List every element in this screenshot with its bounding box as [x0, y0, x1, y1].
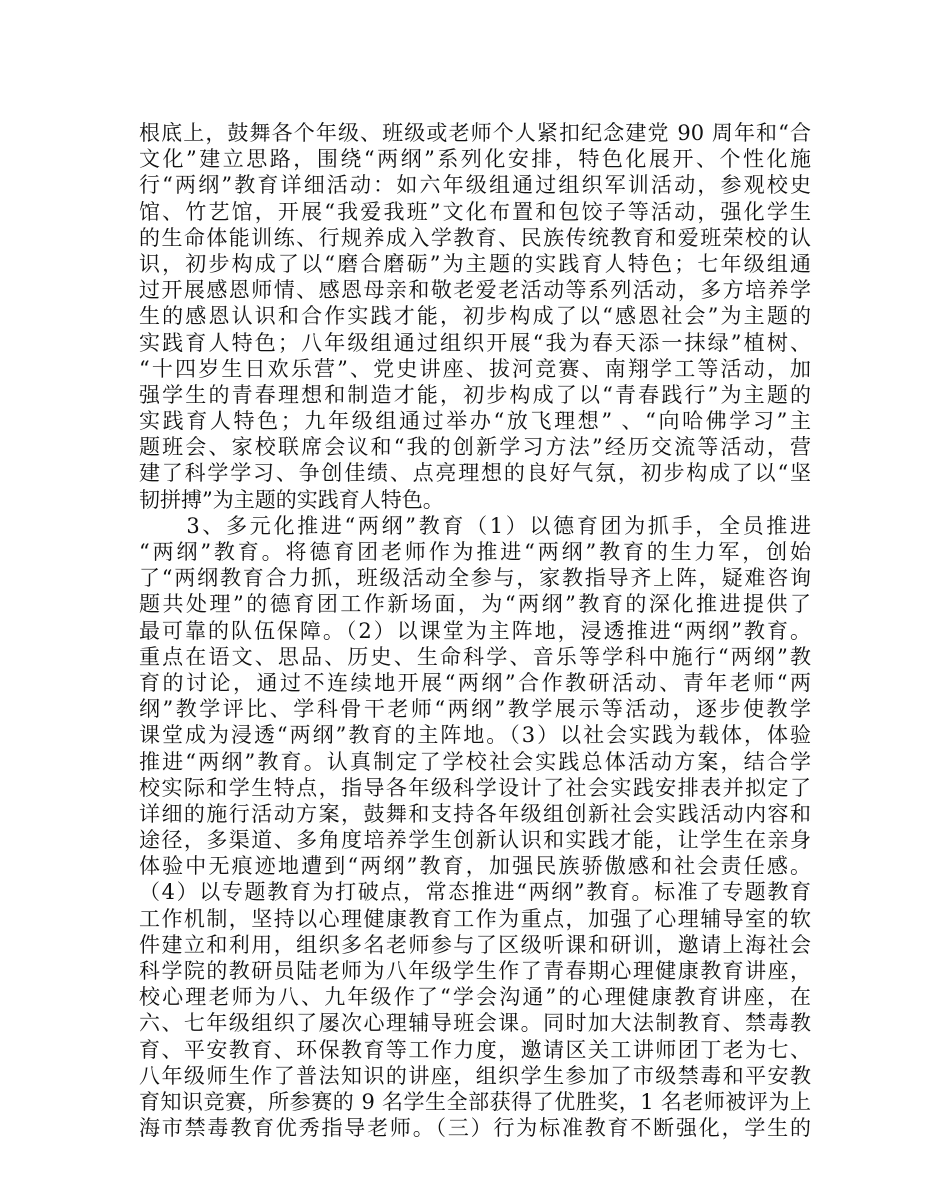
text-line: 实践育人特色；九年级组通过举办“放飞理想” 、“向哈佛学习”主	[139, 409, 811, 434]
text-line: 八年级师生作了普法知识的讲座，组织学生参加了市级禁毒和平安教	[139, 1063, 811, 1088]
text-line: 海市禁毒教育优秀指导老师。（三）行为标准教育不断强化，学生的	[139, 1116, 811, 1141]
text-line: 根底上，鼓舞各个年级、班级或老师个人紧扣纪念建党 90 周年和“合	[139, 121, 811, 145]
text-line: “十四岁生日欢乐营”、党史讲座、拔河竞赛、南翔学工等活动，加	[139, 356, 811, 381]
text-line: 生的感恩认识和合作实践才能，初步构成了以“感恩社会”为主题的	[139, 304, 811, 329]
text-line: 的生命体能训练、行规养成入学教育、民族传统教育和爱班荣校的认	[139, 225, 811, 250]
text-line: 详细的施行活动方案，鼓舞和支持各年级组创新社会实践活动内容和	[139, 801, 811, 826]
text-line: 了“两纲教育合力抓，班级活动全参与，家教指导齐上阵，疑难咨询	[139, 566, 811, 591]
text-line: 行“两纲”教育详细活动：如六年级组通过组织军训活动，参观校史	[139, 173, 811, 198]
text-line: 文化”建立思路，围绕“两纲”系列化安排，特色化展开、个性化施	[139, 147, 811, 172]
text-line: 建了科学学习、争创佳绩、点亮理想的良好气氛，初步构成了以“坚	[139, 461, 811, 486]
text-line: 最可靠的队伍保障。（2）以课堂为主阵地，浸透推进“两纲”教育。	[139, 618, 811, 643]
text-line: 工作机制，坚持以心理健康教育工作为重点，加强了心理辅导室的软	[139, 906, 811, 931]
text-line: 强学生的青春理想和制造才能，初步构成了以“青春践行”为主题的	[139, 382, 811, 407]
text-line: 育、平安教育、环保教育等工作力度，邀请区关工讲师团丁老为七、	[139, 1037, 811, 1062]
text-line: 科学院的教研员陆老师为八年级学生作了青春期心理健康教育讲座，	[139, 959, 811, 983]
text-line: 3、多元化推进“两纲”教育（1）以德育团为抓手，全员推进	[139, 513, 811, 538]
text-line: 过开展感恩师情、感恩母亲和敬老爱老活动等系列活动，多方培养学	[139, 278, 811, 303]
text-line: “两纲”教育。将德育团老师作为推进“两纲”教育的生力军，创始	[139, 540, 811, 564]
text-line: 课堂成为浸透“两纲”教育的主阵地。（3）以社会实践为载体，体验	[139, 723, 811, 748]
text-line: 途径，多渠道、多角度培养学生创新认识和实践才能，让学生在亲身	[139, 828, 811, 853]
text-line: 六、七年级组织了屡次心理辅导班会课。同时加大法制教育、禁毒教	[139, 1011, 811, 1036]
text-line: 重点在语文、思品、历史、生命科学、音乐等学科中施行“两纲”教	[139, 644, 811, 669]
text-line: 实践育人特色；八年级组通过组织开展“我为春天添一抹绿”植树、	[139, 330, 811, 355]
text-line: 育的讨论，通过不连续地开展“两纲”合作教研活动、青年老师“两	[139, 670, 811, 695]
text-line: 题班会、家校联席会议和“我的创新学习方法”经历交流等活动，营	[139, 435, 811, 460]
text-line: 校实际和学生特点，指导各年级科学设计了社会实践安排表并拟定了	[139, 775, 811, 800]
text-line: 推进“两纲”教育。认真制定了学校社会实践总体活动方案，结合学	[139, 749, 811, 774]
text-line: 馆、竹艺馆，开展“我爱我班”文化布置和包饺子等活动，强化学生	[139, 199, 811, 224]
text-line: 校心理老师为八、九年级作了“学会沟通”的心理健康教育讲座，在	[139, 985, 811, 1010]
text-line: 件建立和利用，组织多名老师参与了区级听课和研训，邀请上海社会	[139, 932, 811, 957]
text-line: 纲”教学评比、学科骨干老师“两纲”教学展示等活动，逐步使教学	[139, 697, 811, 722]
text-line: 育知识竞赛，所参赛的 9 名学生全部获得了优胜奖，1 名老师被评为上	[139, 1089, 811, 1114]
document-body-text	[139, 120, 811, 1141]
text-line: 韧拼搏”为主题的实践育人特色。	[139, 487, 444, 512]
text-line: 识，初步构成了以“磨合磨砺”为主题的实践育人特色；七年级组通	[139, 251, 811, 276]
text-line: 体验中无痕迹地遭到“两纲”教育，加强民族骄傲感和社会责任感。	[139, 854, 811, 879]
text-line: 题共处理”的德育团工作新场面，为“两纲”教育的深化推进提供了	[139, 592, 811, 617]
text-line: （4）以专题教育为打破点，常态推进“两纲”教育。标准了专题教育	[139, 880, 811, 905]
